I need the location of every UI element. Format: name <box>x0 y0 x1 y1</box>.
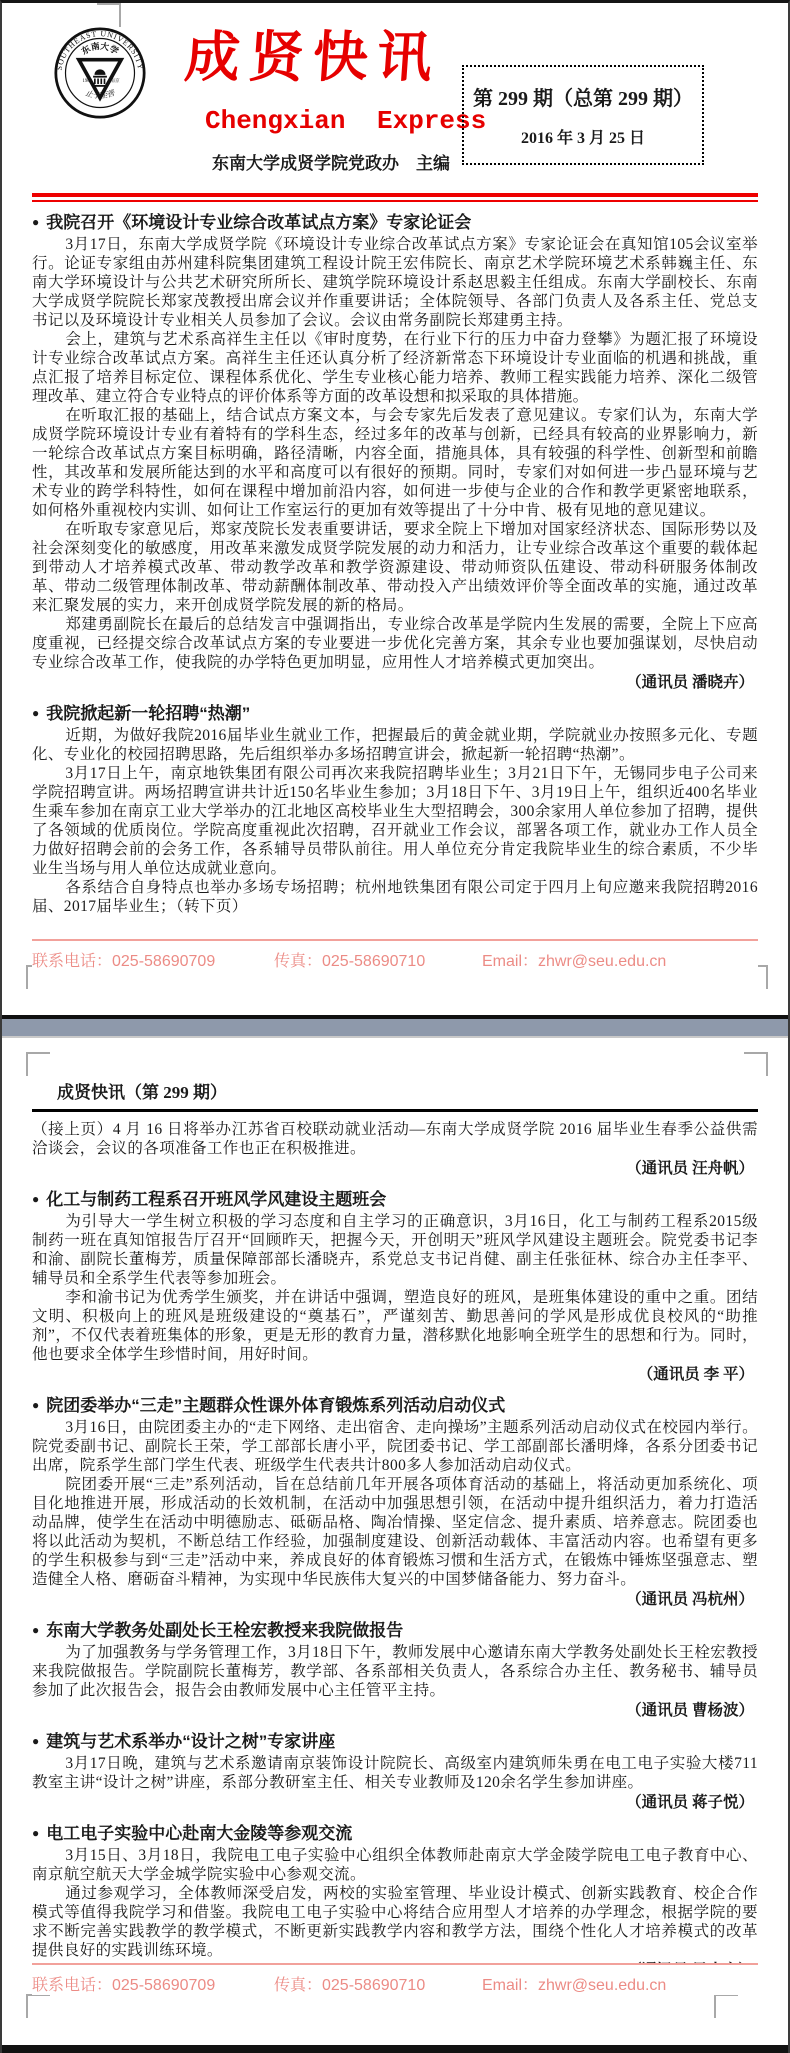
byline: （通讯员 潘晓卉） <box>626 674 754 691</box>
newsletter-page-2 <box>2 1038 788 2045</box>
issue-number: 第 299 期（总第 299 期） <box>473 87 693 110</box>
article-headline <box>32 1391 758 1416</box>
masthead-divider <box>32 193 758 202</box>
article-paragraph: 院团委开展“三走”系列活动，旨在总结前几年开展各项体育活动的基础上，将活动更加系统化、项目化地推进开展，形成活动的长效机制，在活动中加强思想引领，在活动中提升组织活力，着力打造活动品牌，使学生在活动中明德励志、砥砺品格、陶冶情操、坚定信念、提升素质、培养意志。院团委也将以此活动为契机，不断总结工作经验，加强制度建设、创新活动载体、丰富活动内容。也希望有更多的学生积极参与到“三走”活动中来，养成良好的体育锻炼习惯和生活方式，在锻炼中锤炼坚强意志、塑造健全人格、磨砺奋斗精神，为实现中华民族伟大复兴的中国梦储备能力、努力奋斗。 <box>32 1476 758 1588</box>
page1-content <box>2 208 788 916</box>
page-footer <box>32 1963 758 1995</box>
article-headline <box>32 699 758 724</box>
bullet-icon: ● <box>32 1826 40 1840</box>
continuation-paragraph: （接上页）4 月 16 日将举办江苏省百校联动就业活动—东南大学成贤学院 2016 届毕业生春季公益供需洽谈会，会议的各项准备工作也正在积极推进。 <box>32 1121 758 1157</box>
seal-year: 1902 <box>82 79 93 85</box>
seal-ring-text: SOUTHEAST UNIVERSITY <box>54 29 146 71</box>
svg-text:止于至善 <box>84 88 117 101</box>
canvas-bottom-edge <box>2 2045 788 2053</box>
article-headline <box>32 1185 758 1210</box>
bullet-icon: ● <box>32 1192 40 1206</box>
article-paragraph: 3月15日、3月18日，我院电工电子实验中心组织全体教师赴南京大学金陵学院电工电子教育中心、南京航空航天大学金城学院实验中心参观交流。 <box>32 1847 758 1883</box>
article-headline <box>32 1616 758 1641</box>
article-title: 化工与制药工程系召开班风学风建设主题班会 <box>46 1190 387 1209</box>
footer-phone: 联系电话：025-58690709 <box>32 953 216 970</box>
byline: （通讯员 蒋子悦） <box>626 1794 754 1811</box>
bullet-icon: ● <box>32 1734 40 1748</box>
article-paragraph: 3月17日晚，建筑与艺术系邀请南京装饰设计院院长、高级室内建筑师朱勇在电工电子实验大楼711教室主讲“设计之树”讲座，系部分教研室主任、相关专业教师及120余名学生参加讲座。 <box>32 1755 758 1791</box>
byline: （通讯员 曹杨波） <box>626 1702 754 1719</box>
bullet-icon: ● <box>32 215 40 229</box>
byline: （通讯员 冯杭州） <box>626 1591 754 1608</box>
byline: （通讯员 李 平） <box>637 1366 754 1383</box>
margin-mark <box>26 1994 50 2018</box>
article-paragraph: 为引导大一学生树立积极的学习态度和自主学习的正确意识，3月16日，化工与制药工程系2015级制药一班在真知馆报告厅召开“回顾昨天，把握今天，开创明天”班风学风建设主题班会。院党委书记李和渝、副院长董梅芳，质量保障部部长潘晓卉，系党总支书记肖健、副主任张征林、综合办主任李平、辅导员和全系学生代表等参加班会。 <box>32 1213 758 1287</box>
article-title: 建筑与艺术系举办“设计之树”专家讲座 <box>46 1732 336 1751</box>
article-paragraph: 3月16日，由院团委主办的“走下网络、走出宿舍、走向操场”主题系列活动启动仪式在校园内举行。院党委副书记、副院长王荣，学工部部长唐小平，院团委书记、学工部副部长潘明烽，各系分团委书记出席，院系学生部门学生代表、班级学生代表共计800多人参加活动启动仪式。 <box>32 1419 758 1474</box>
bullet-icon: ● <box>32 706 40 720</box>
seal-motto: 止于至善 <box>84 88 116 101</box>
article-paragraph: 郑建勇副院长在最后的总结发言中强调指出，专业综合改革是学院内生发展的需要，全院上下应高度重视，已经提交综合改革试点方案的专业要进一步优化完善方案，其余专业也要加强谋划，尽快启动专业综合改革工作，使我院的办学特色更加明显，应用性人才培养模式更加突出。 <box>32 616 758 671</box>
page-separator <box>2 1015 788 1038</box>
article-headline <box>32 1727 758 1752</box>
article-paragraph: 在听取专家意见后，郑家茂院长发表重要讲话，要求全院上下增加对国家经济状态、国际形势以及社会深刻变化的敏感度，用改革来激发成贤学院发展的动力和活力，让专业综合改革这个重要的载体起到带动人才培养模式改革、带动教学改革和教学资源建设、带动师资队伍建设、带动科研服务体制改革、带动二级管理体制改革、带动薪酬体制改革、带动投入产出绩效评价等全面改革的实施，通过改革来汇聚发展的实力，来开创成贤学院发展的新的格局。 <box>32 521 758 614</box>
page2-running-header: 成贤快讯（第 299 期） <box>57 1083 227 1102</box>
newsletter-title-english: Chengxian Express <box>205 106 487 136</box>
margin-mark <box>744 1052 768 1076</box>
article-paragraph: 通过参观学习，全体教师深受启发，两校的实验室管理、毕业设计模式、创新实践教育、校企合作模式等值得我院学习和借鉴。我院电工电子实验中心将结合应用型人才培养的办学理念，根据学院的要求不断完善实践教学的教学模式，不断更新实践教学内容和教学方法，围绕个性化人才培养模式的改革提供良好的实践训练环境。 <box>32 1885 758 1959</box>
article-title: 我院掀起新一轮招聘“热潮” <box>46 704 251 723</box>
footer-fax: 传真：025-58690710 <box>274 953 426 970</box>
article-paragraph: 3月17日上午，南京地铁集团有限公司再次来我院招聘毕业生；3月21日下午，无锡同步电子公司来学院招聘宣讲。两场招聘宣讲共计近150名毕业生参加；3月18日下午、3月19日上午，组织近400名毕业生乘车参加在南京工业大学举办的江北地区高校毕业生大型招聘会，300余家用人单位参加了招聘，提供了各领域的优质岗位。学院高度重视此次招聘，召开就业工作会议，部署各项工作，就业办工作人员全力做好招聘会前的会务工作，各系辅导员带队前往。用人单位充分肯定我院毕业生的综合素质，不少毕业生当场与用人单位达成就业意向。 <box>32 765 758 877</box>
article-paragraph: 各系结合自身特点也举办多场专场招聘；杭州地铁集团有限公司定于四月上旬应邀来我院招聘2016届、2017届毕业生；（转下页） <box>32 879 758 915</box>
margin-mark <box>26 1052 50 1076</box>
seal-building-dome <box>94 69 105 75</box>
footer-email: Email：zhwr@seu.edu.cn <box>482 953 667 970</box>
page-footer <box>32 939 758 971</box>
article-paragraph: 3月17日，东南大学成贤学院《环境设计专业综合改革试点方案》专家论证会在真知馆105会议室举行。论证专家组由苏州建科院集团建筑工程设计院王宏伟院长、南京艺术学院环境艺术系韩巍主任、东南大学环境设计与公共艺术研究所所长、建筑学院环境设计系赵思毅主任组成。东南大学副校长、东南大学成贤学院院长郑家茂教授出席会议并作重要讲话；全体院领导、各部门负责人及各系主任、党总支书记以及环境设计专业相关人员参加了会议。会议由常务副院长郑建勇主持。 <box>32 236 758 329</box>
article-title: 我院召开《环境设计专业综合改革试点方案》专家论证会 <box>46 213 472 232</box>
bullet-icon: ● <box>32 1398 40 1412</box>
margin-mark <box>714 1994 738 2018</box>
seal-city: 南京 <box>110 79 120 85</box>
article-paragraph: 在听取汇报的基础上，结合试点方案文本，与会专家先后发表了意见建议。专家们认为，东南大学成贤学院环境设计专业有着特有的学科生态，经过多年的改革与创新，已经具有较高的业界影响力，新一轮综合改革试点方案目标明确，路径清晰，内容全面，措施具体，具有较强的科学性、创新型和前瞻性，其改革和发展所能达到的水平和高度可以有很好的预期。同时，专家们对如何进一步凸显环境与艺术专业的跨学科特性，如何在课程中增加前沿内容，如何进一步使与企业的合作和教学更紧密地联系，如何格外重视校内实训、如何让工作室运行的更加有效等提出了十分中肯、极有见地的意见建议。 <box>32 407 758 519</box>
article-headline <box>32 208 758 233</box>
article-title: 院团委举办“三走”主题群众性课外体育锻炼系列活动启动仪式 <box>46 1396 506 1415</box>
issue-box <box>462 65 704 165</box>
article-title: 电工电子实验中心赴南大金陵等参观交流 <box>46 1824 353 1843</box>
masthead <box>2 3 788 193</box>
newsletter-title: 成贤快讯 <box>182 24 444 89</box>
article-paragraph: 李和渝书记为优秀学生颁奖，并在讲话中强调，塑造良好的班风，是班集体建设的重中之重。团结文明、积极向上的班风是班级建设的“奠基石”，严谨刻苦、勤思善问的学风是形成优良校风的“助推剂”，不仅代表着班集体的形象，更是无形的教育力量，潜移默化地影响全班学生的思想和行为。同时，他也要求全体学生珍惜时间，用好时间。 <box>32 1289 758 1363</box>
article-headline <box>32 1819 758 1844</box>
university-seal-logo <box>54 27 146 119</box>
article-title: 东南大学教务处副处长王栓宏教授来我院做报告 <box>46 1621 404 1640</box>
footer-email: Email：zhwr@seu.edu.cn <box>482 1977 667 1994</box>
page2-content <box>2 1120 788 1981</box>
article-paragraph: 会上，建筑与艺术系高祥生主任以《审时度势，在行业下行的压力中奋力登攀》为题汇报了环境设计专业综合改革试点方案。高祥生主任还认真分析了经济新常态下环境设计专业面临的机遇和挑战，重点汇报了培养目标定位、课程体系优化、学生专业核心能力培养、教师工程实践能力培养、深化二级管理改革、建立符合专业特点的评价体系等方面的改革设想和拟采取的具体措施。 <box>32 331 758 405</box>
footer-phone: 联系电话：025-58690709 <box>32 1977 216 1994</box>
issue-date: 2016 年 3 月 25 日 <box>520 130 645 148</box>
article-paragraph: 为了加强教务与学务管理工作，3月18日下午，教师发展中心邀请东南大学教务处副处长王栓宏教授来我院做报告。学院副院长董梅芳，教学部、各系部相关负责人，各系综合办主任、教务秘书、辅导员参加了此次报告会，报告会由教师发展中心主任管平主持。 <box>32 1644 758 1699</box>
article-paragraph: 近期，为做好我院2016届毕业生就业工作，把握最后的黄金就业期，学院就业办按照多元化、专题化、专业化的校园招聘思路，先后组织举办多场招聘宣讲会，掀起新一轮招聘“热潮”。 <box>32 727 758 763</box>
page2-header-divider <box>32 1109 758 1112</box>
editor-line: 东南大学成贤学院党政办 主编 <box>212 154 450 173</box>
newsletter-page-1 <box>2 3 788 1015</box>
byline: （通讯员 汪舟帆） <box>626 1160 754 1177</box>
seal-cn-name: 东南大学 <box>79 40 121 57</box>
footer-fax: 传真：025-58690710 <box>274 1977 426 1994</box>
bullet-icon: ● <box>32 1623 40 1637</box>
